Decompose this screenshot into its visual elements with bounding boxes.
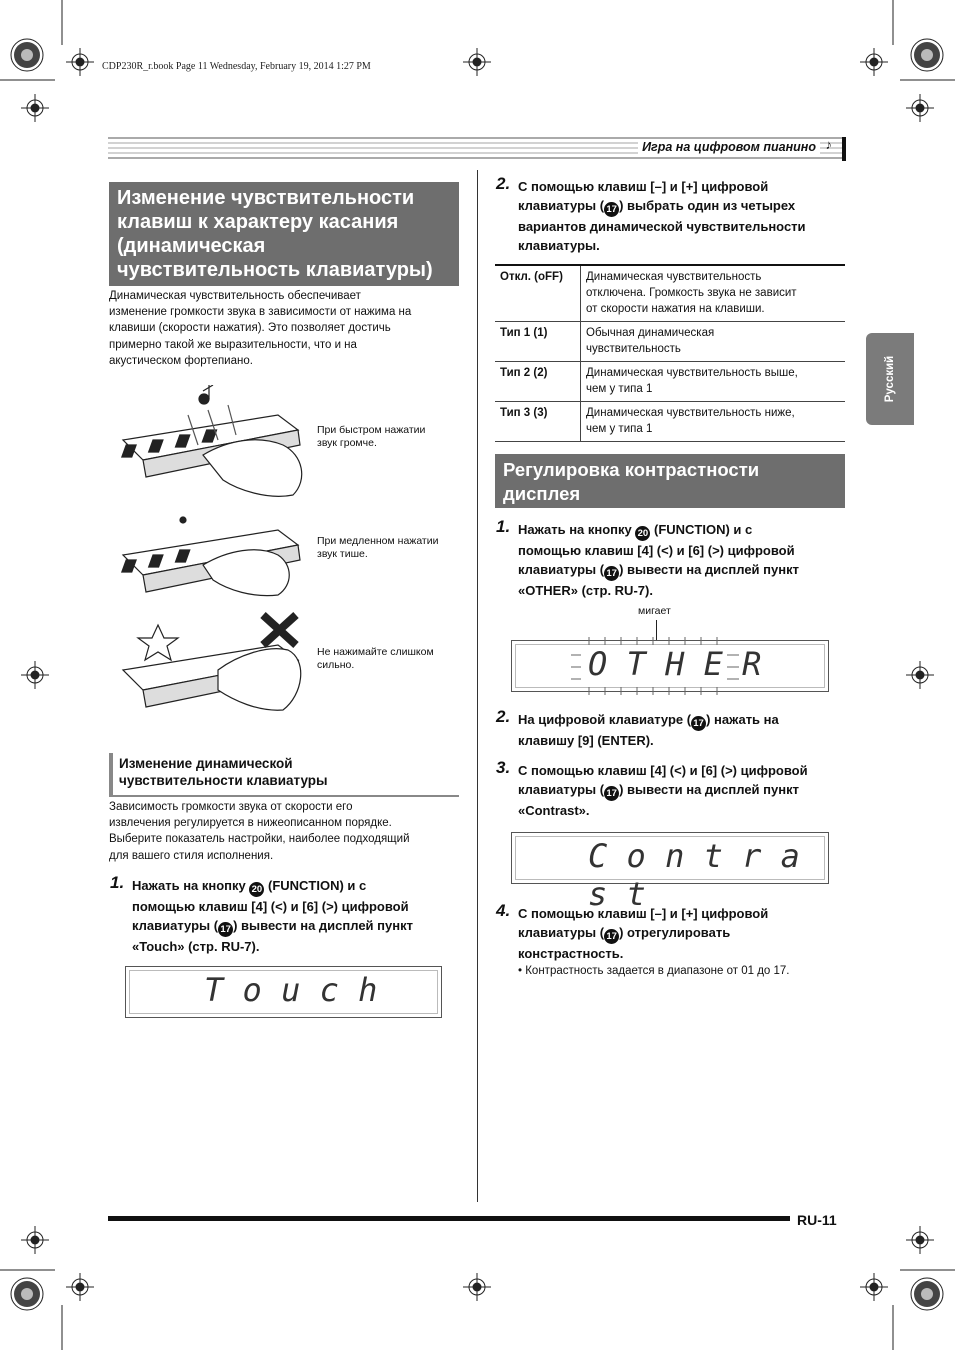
page-header <box>108 137 846 161</box>
crosshair-mark <box>21 661 49 689</box>
step-contrast-2: На цифровой клавиатуре ( 17 ) нажать на клавишу [9] (ENTER). <box>518 712 779 748</box>
cross-x-icon <box>263 615 296 645</box>
step-touch-1: Нажать на кнопку 20 (FUNCTION) и с помощью клавиш [4] (<) и [6] (>) цифровой клавиатуры ( 17 ) вывести на дисплей пункт «Touch» (стр. RU-7). <box>132 878 413 954</box>
slow-press-illustration <box>122 517 300 596</box>
left-arrow-icon: < <box>674 763 682 778</box>
header-title: Игра на цифровом пианино <box>638 140 820 154</box>
button-17-badge: 17 <box>604 929 619 944</box>
range-note: • Контрастность задается в диапазоне от 01 до 17. <box>518 965 790 977</box>
step-contrast-3: С помощью клавиш [4] (<) и [6] (>) цифровой клавиатуры ( 17 ) вывести на дисплей пункт «Contrast». <box>518 763 808 818</box>
crosshair-mark <box>906 94 934 122</box>
column-divider <box>477 170 478 1202</box>
step-number: 2. <box>496 707 511 726</box>
lcd-display-touch: T o u c h <box>125 966 442 1018</box>
step-number: 2. <box>496 174 511 193</box>
registration-mark <box>11 39 43 71</box>
page-number: RU-11 <box>797 1212 837 1228</box>
section-title-contrast: Регулировка контрастности дисплея <box>495 454 845 508</box>
right-arrow-icon: > <box>725 763 733 778</box>
section-title-touch: Изменение чувствительности клавиш к характеру касания (динамическая чувствительность клавиатуры) <box>109 182 459 286</box>
step-number: 3. <box>496 758 511 777</box>
crosshair-mark <box>21 94 49 122</box>
step-number: 1. <box>496 517 511 536</box>
hard-press-illustration <box>123 615 301 710</box>
right-arrow-icon: > <box>326 899 334 914</box>
subsection-title: Изменение динамической чувствительности клавиатуры <box>109 753 459 797</box>
lcd-display-other: O T H E R <box>511 640 829 692</box>
button-17-badge: 17 <box>604 786 619 801</box>
crosshair-mark <box>860 1273 888 1301</box>
table-row: Тип 3 (3) Динамическая чувствительность ниже, чем у типа 1 <box>495 402 845 442</box>
right-arrow-icon: > <box>712 543 720 558</box>
bullet-icon: • <box>518 965 523 977</box>
crosshair-mark <box>463 48 491 76</box>
music-note-icon: ♪ <box>825 137 832 152</box>
lcd-display-contrast: C o n t r a s t <box>511 832 829 884</box>
button-20-badge: 20 <box>635 526 650 541</box>
intro-paragraph: Динамическая чувствительность обеспечивает изменение громкости звука в зависимости от нажима на клавиши (скорости нажатия). Это позволяет достичь примерно такой же выразительности, что и на акустическом фортепиано. <box>109 290 412 367</box>
step-contrast-4: С помощью клавиш [–] и [+] цифровой клавиатуры ( 17 ) отрегулировать констрастность. <box>518 906 769 961</box>
footer-rule <box>108 1216 790 1221</box>
button-17-badge: 17 <box>218 922 233 937</box>
step-touch-2: С помощью клавиш [–] и [+] цифровой клавиатуры ( 17 ) выбрать один из четырех вариантов динамической чувствительности клавиатуры. <box>518 179 806 253</box>
crosshair-mark <box>66 1273 94 1301</box>
crosshair-mark <box>906 1226 934 1254</box>
crosshair-mark <box>66 48 94 76</box>
left-arrow-icon: < <box>275 899 283 914</box>
step-number: 1. <box>110 873 125 892</box>
button-17-badge: 17 <box>604 202 619 217</box>
blink-label: мигает <box>638 605 671 617</box>
subsection-paragraph: Зависимость громкости звука от скорости его извлечения регулируется в нижеописанном порядке. Выберите показатель настройки, наиболее подходящий для вашего стиля исполнения. <box>109 801 410 862</box>
table-row: Тип 1 (1) Обычная динамическая чувствительность <box>495 322 845 362</box>
table-row: Тип 2 (2) Динамическая чувствительность выше, чем у типа 1 <box>495 362 845 402</box>
crosshair-mark <box>463 1273 491 1301</box>
crosshair-mark <box>21 1226 49 1254</box>
keyboard-illustrations <box>118 385 318 725</box>
crosshair-mark <box>860 48 888 76</box>
button-20-badge: 20 <box>249 882 264 897</box>
registration-mark <box>911 1278 943 1310</box>
step-contrast-1: Нажать на кнопку 20 (FUNCTION) и с помощью клавиш [4] (<) и [6] (>) цифровой клавиатуры ( 17 ) вывести на дисплей пункт «OTHER» (стр. RU-7). <box>518 522 799 598</box>
sensitivity-table <box>495 264 845 442</box>
crosshair-mark <box>906 661 934 689</box>
button-17-badge: 17 <box>604 566 619 581</box>
step-number: 4. <box>496 901 511 920</box>
caption-fast: При быстром нажатии звук громче. <box>317 424 426 449</box>
table-row: Откл. (oFF) Динамическая чувствительность отключена. Громкость звука не зависит от скорости нажатия на клавиши. <box>495 265 845 322</box>
registration-mark <box>11 1278 43 1310</box>
caption-slow: При медленном нажатии звук тише. <box>317 535 439 560</box>
header-end-bar <box>842 137 846 161</box>
left-arrow-icon: < <box>661 543 669 558</box>
button-17-badge: 17 <box>691 716 706 731</box>
fast-press-illustration <box>122 385 302 496</box>
registration-mark <box>911 39 943 71</box>
book-info-line: CDP230R_r.book Page 11 Wednesday, February 19, 2014 1:27 PM <box>102 61 371 72</box>
caption-hard: Не нажимайте слишком сильно. <box>317 646 434 671</box>
language-tab: Русский <box>866 333 914 425</box>
